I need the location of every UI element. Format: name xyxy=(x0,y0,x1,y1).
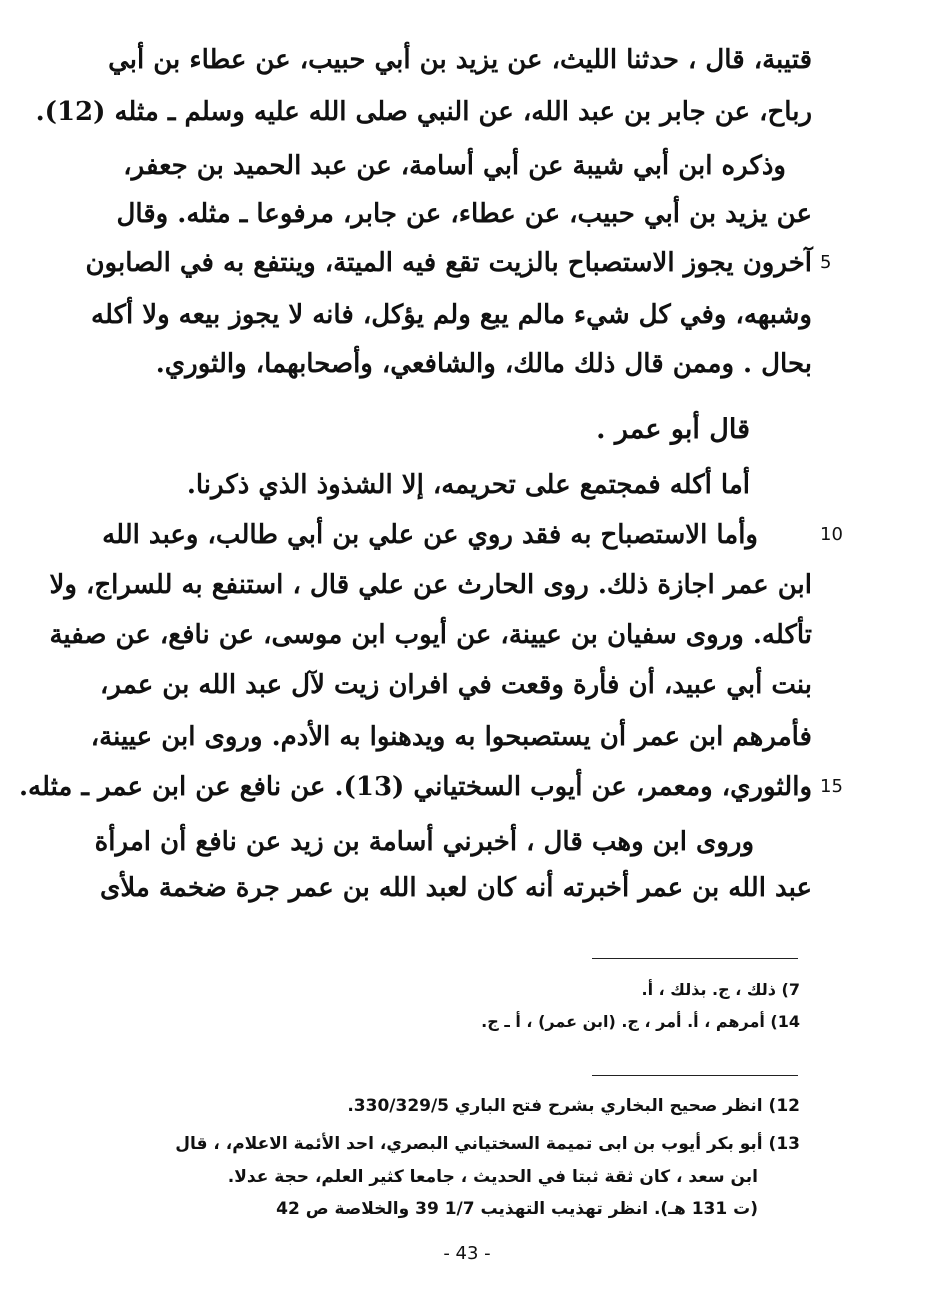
section-heading: قال أبو عمر . xyxy=(596,414,750,445)
body-line-9: أما أكله فمجتمع على تحريمه، إلا الشذوذ الذي ذكرنا. xyxy=(186,470,750,500)
footnote-13-line-2: ابن سعد ، كان ثقة ثبتا في الحديث ، جامعا كثير العلم، حجة عدلا. xyxy=(227,1167,758,1187)
body-line-12: تأكله. وروى سفيان بن عيينة، عن أيوب ابن موسى، عن نافع، عن صفية xyxy=(49,620,812,650)
body-line-2: رباح، عن جابر بن عبد الله، عن النبي صلى الله عليه وسلم ـ مثله (12). xyxy=(35,97,812,127)
body-line-13: بنت أبي عبيد، أن فأرة وقعت في افران زيت لآل عبد الله بن عمر، xyxy=(99,670,812,700)
line-number-10: 10 xyxy=(820,524,843,545)
line-number-15: 15 xyxy=(820,776,843,797)
body-line-3: وذكره ابن أبي شيبة عن أبي أسامة، عن عبد الحميد بن جعفر، xyxy=(123,151,786,181)
page-number: - 43 - xyxy=(443,1243,491,1264)
body-line-11: ابن عمر اجازة ذلك. روى الحارث عن علي قال ، استنفع به للسراج، ولا xyxy=(49,570,812,600)
body-line-6: وشبهه، وفي كل شيء مالم يبع ولم يؤكل، فانه لا يجوز بيعه ولا أكله xyxy=(91,300,812,330)
footnote-12: 12) انظر صحيح البخاري بشرح فتح الباري 330/329/5. xyxy=(347,1096,800,1116)
footnote-13-line-3: (ت 131 هـ). انظر تهذيب التهذيب 1/7 39 والخلاصة ص 42 xyxy=(276,1199,758,1219)
body-line-5: آخرون يجوز الاستصباح بالزيت تقع فيه الميتة، وينتفع به في الصابون xyxy=(85,248,812,278)
variant-notes-separator xyxy=(592,958,798,959)
body-line-14: فأمرهم ابن عمر أن يستصبحوا به ويدهنوا به الأدم. وروى ابن عيينة، xyxy=(90,722,812,752)
variant-note-7: 7) ذلك ، ج. بذلك ، أ. xyxy=(641,980,800,999)
body-line-10: وأما الاستصباح به فقد روي عن علي بن أبي طالب، وعبد الله xyxy=(102,520,758,550)
body-line-1: قتيبة، قال ، حدثنا الليث، عن يزيد بن أبي حبيب، عن عطاء بن أبي xyxy=(108,45,812,75)
body-line-4: عن يزيد بن أبي حبيب، عن عطاء، عن جابر، مرفوعا ـ مثله. وقال xyxy=(116,199,812,229)
footnotes-separator xyxy=(592,1075,798,1076)
footnote-13-line-1: 13) أبو بكر أيوب بن ابى تميمة السختياني البصري، احد الأئمة الاعلام، ، قال xyxy=(175,1134,800,1154)
body-line-15: والثوري، ومعمر، عن أيوب السختياني (13). عن نافع عن ابن عمر ـ مثله. xyxy=(18,772,812,802)
body-line-16: وروى ابن وهب قال ، أخبرني أسامة بن زيد عن نافع أن امرأة xyxy=(94,827,754,857)
variant-note-14: 14) أمرهم ، أ. أمر ، ج. (ابن عمر) ، أ ـ ج. xyxy=(481,1012,800,1031)
body-line-7: بحال . وممن قال ذلك مالك، والشافعي، وأصحابهما، والثوري. xyxy=(155,349,812,379)
body-line-17: عبد الله بن عمر أخبرته أنه كان لعبد الله بن عمر جرة ضخمة ملأى xyxy=(100,873,812,903)
line-number-5: 5 xyxy=(820,252,832,273)
